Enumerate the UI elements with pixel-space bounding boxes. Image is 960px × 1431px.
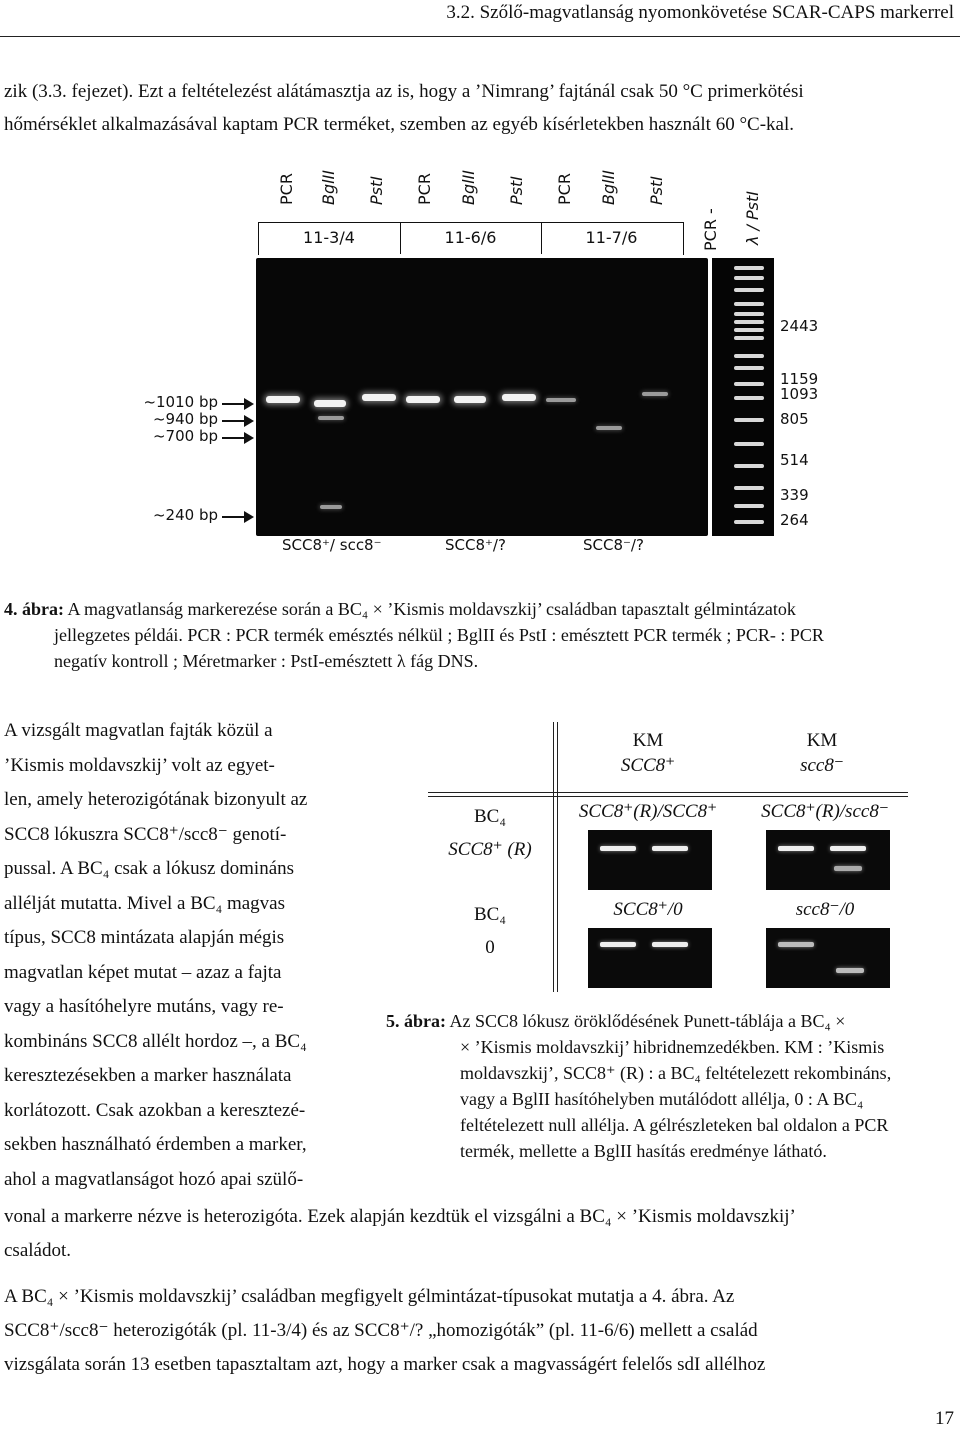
ladder-size: 514 (780, 451, 809, 469)
caption-line: termék, mellette a BglII hasítás eredménye látható. (460, 1141, 827, 1161)
lane-label: BglII (599, 169, 618, 205)
gel-band (406, 396, 440, 403)
ladder-size: 2443 (780, 317, 819, 335)
text-line: ’Kismis moldavszkij’ volt az egyet- (4, 754, 275, 776)
caption-line: Az SCC8 lókusz öröklődésének Punett-táblája a BC₄ × (449, 1011, 846, 1031)
ladder-size: 1159 (780, 370, 819, 388)
lane-label: PstI (367, 176, 386, 205)
caption-line: × ’Kismis moldavszkij’ hibridnemzedékben. KM : ’Kismis (460, 1037, 885, 1057)
lane-label: PstI (507, 176, 526, 205)
gel-band (318, 416, 344, 420)
lane-label: PCR (555, 173, 574, 205)
intro-paragraph (4, 75, 958, 141)
gel-band (362, 394, 396, 401)
size-marker: ~1010 bp (143, 393, 218, 411)
text-line: SCC8⁺/scc8⁻ heterozigóták (pl. 11-3/4) és az SCC8⁺/? „homozigóták” (pl. 11-6/6) mellett a család (4, 1320, 758, 1341)
gel-band (546, 398, 576, 402)
arrow-icon (222, 403, 252, 405)
gel-band (642, 392, 668, 396)
group-label: 11-7/6 (585, 228, 638, 247)
mini-gel (588, 830, 712, 890)
ladder-lane (712, 258, 774, 536)
lane-label: PCR (277, 173, 296, 205)
mini-gel (766, 830, 890, 890)
group-label: 11-3/4 (303, 228, 355, 247)
gel-band (596, 426, 622, 430)
text-line: vonal a markerre nézve is heterozigóta. Ezek alapján kezdtük el vizsgálni a BC₄ × ’Kismis moldavszkij’ (4, 1206, 796, 1227)
continuation-paragraph (4, 1200, 958, 1268)
punnett-cell-label: SCC8⁺/0 (613, 899, 683, 920)
caption-line: vagy a BglII hasítóhelyben mutálódott allélja, 0 : A BC₄ (460, 1089, 864, 1109)
caption-line: feltételezett null allélja. A gélrészleteken bal oldalon a PCR (460, 1115, 889, 1135)
size-marker: ~940 bp (152, 410, 218, 428)
gel-band (314, 400, 346, 407)
mini-gel (588, 928, 712, 988)
left-column-paragraph (4, 714, 366, 1197)
punnett-cell-label: SCC8⁺(R)/scc8⁻ (761, 801, 889, 822)
gel-band (266, 396, 300, 403)
text-line: vizsgálata során 13 esetben tapasztaltam azt, hogy a marker csak a magvasságért felelős sdI allélhoz (4, 1354, 766, 1375)
genotype-label: SCC8⁻/? (583, 536, 644, 554)
gel-band (320, 505, 342, 509)
text-line: A vizsgált magvatlan fajták közül a (4, 720, 273, 741)
lane-label: PCR - (701, 208, 720, 251)
lane-label: BglII (459, 169, 478, 205)
genotype-label: SCC8⁺/ scc8⁻ (282, 536, 382, 554)
ladder-size: 264 (780, 511, 809, 529)
text-line: sekben használható érdemben a marker, (4, 1134, 307, 1155)
size-marker: ~240 bp (152, 506, 218, 524)
punnett-cell-label: scc8⁻/0 (795, 899, 855, 920)
col-header: KM scc8⁻ (800, 730, 844, 776)
text-line: len, amely heterozigótának bizonyult az (4, 789, 308, 810)
intro-line: zik (3.3. fejezet). Ezt a feltételezést alátámasztja az is, hogy a ’Nimrang’ fajtánál csak 50 °C primerkötési (4, 81, 804, 102)
intro-line: hőmérséklet alkalmazásával kaptam PCR terméket, szemben az egyéb kísérletekben használt 60 °C-kal. (4, 114, 795, 135)
text-line: SCC8 lókuszra SCC8⁺/scc8⁻ genotí- (4, 823, 287, 845)
ladder-size: 1093 (780, 385, 819, 403)
last-paragraph (4, 1280, 958, 1382)
ladder-size: 339 (780, 486, 809, 504)
lane-label: BglII (319, 169, 338, 205)
running-head: 3.2. Szőlő-magvatlanság nyomonkövetése SCAR-CAPS markerrel (446, 2, 954, 23)
ladder-size: 805 (780, 410, 809, 428)
group-label: 11-6/6 (444, 228, 497, 247)
text-line: magvatlan képet mutat – azaz a fajta (4, 961, 282, 983)
row-header: BC₄ SCC8⁺ (R) (448, 806, 532, 860)
size-marker: ~700 bp (152, 427, 218, 445)
arrow-icon (222, 420, 252, 422)
caption-line: negatív kontroll ; Méretmarker : PstI-emésztett λ fág DNS. (54, 651, 479, 671)
text-line: típus, SCC8 mintázata alapján mégis (4, 927, 285, 948)
text-line: korlátozott. Csak azokban a keresztezé- (4, 1099, 306, 1121)
caption-line: jellegzetes példái. PCR : PCR termék emésztés nélkül ; BglII és PstI : emésztett PCR termék ; PCR- : PCR (54, 625, 824, 645)
arrow-icon (222, 516, 252, 518)
figure-4-caption (4, 596, 958, 674)
text-line: keresztezésekben a marker használata (4, 1065, 292, 1086)
figure-5-caption (386, 1008, 958, 1164)
punnett-cell-label: SCC8⁺(R)/SCC8⁺ (578, 801, 718, 822)
mini-gel (766, 928, 890, 988)
header-rule (0, 36, 960, 37)
lane-label: λ / PstI (743, 190, 762, 245)
text-line: ahol a magvatlanságot hozó apai szülő- (4, 1168, 304, 1190)
gel-image (256, 258, 708, 536)
text-line: kombináns SCC8 allélt hordoz –, a BC₄ (4, 1030, 307, 1052)
caption-line: moldavszkij’, SCC8⁺ (R) : a BC₄ feltételezett rekombináns, (460, 1063, 892, 1083)
caption-label: 4. ábra: (4, 599, 64, 619)
text-line: A BC₄ × ’Kismis moldavszkij’ családban megfigyelt gélmintázat-típusokat mutatja a 4. ábra. Az (4, 1286, 735, 1307)
row-header: BC₄ 0 (474, 904, 506, 958)
caption-line: A magvatlanság markerezése során a BC₄ × ’Kismis moldavszkij’ családban tapasztalt gélmintázatok (67, 599, 796, 619)
lane-label: PstI (647, 176, 666, 205)
lane-label: PCR (415, 173, 434, 205)
genotype-label: SCC8⁺/? (445, 536, 506, 554)
text-line: allélját mutatta. Mivel a BC₄ magvas (4, 892, 286, 914)
page-number: 17 (935, 1408, 954, 1429)
text-line: családot. (4, 1240, 72, 1261)
col-header: KM SCC8⁺ (620, 730, 676, 776)
gel-band (502, 394, 536, 401)
caption-label: 5. ábra: (386, 1011, 446, 1031)
text-line: vagy a hasítóhelyre mutáns, vagy re- (4, 996, 284, 1017)
arrow-icon (222, 437, 252, 439)
text-line: pussal. A BC₄ csak a lókusz domináns (4, 858, 295, 879)
gel-band (454, 396, 486, 403)
